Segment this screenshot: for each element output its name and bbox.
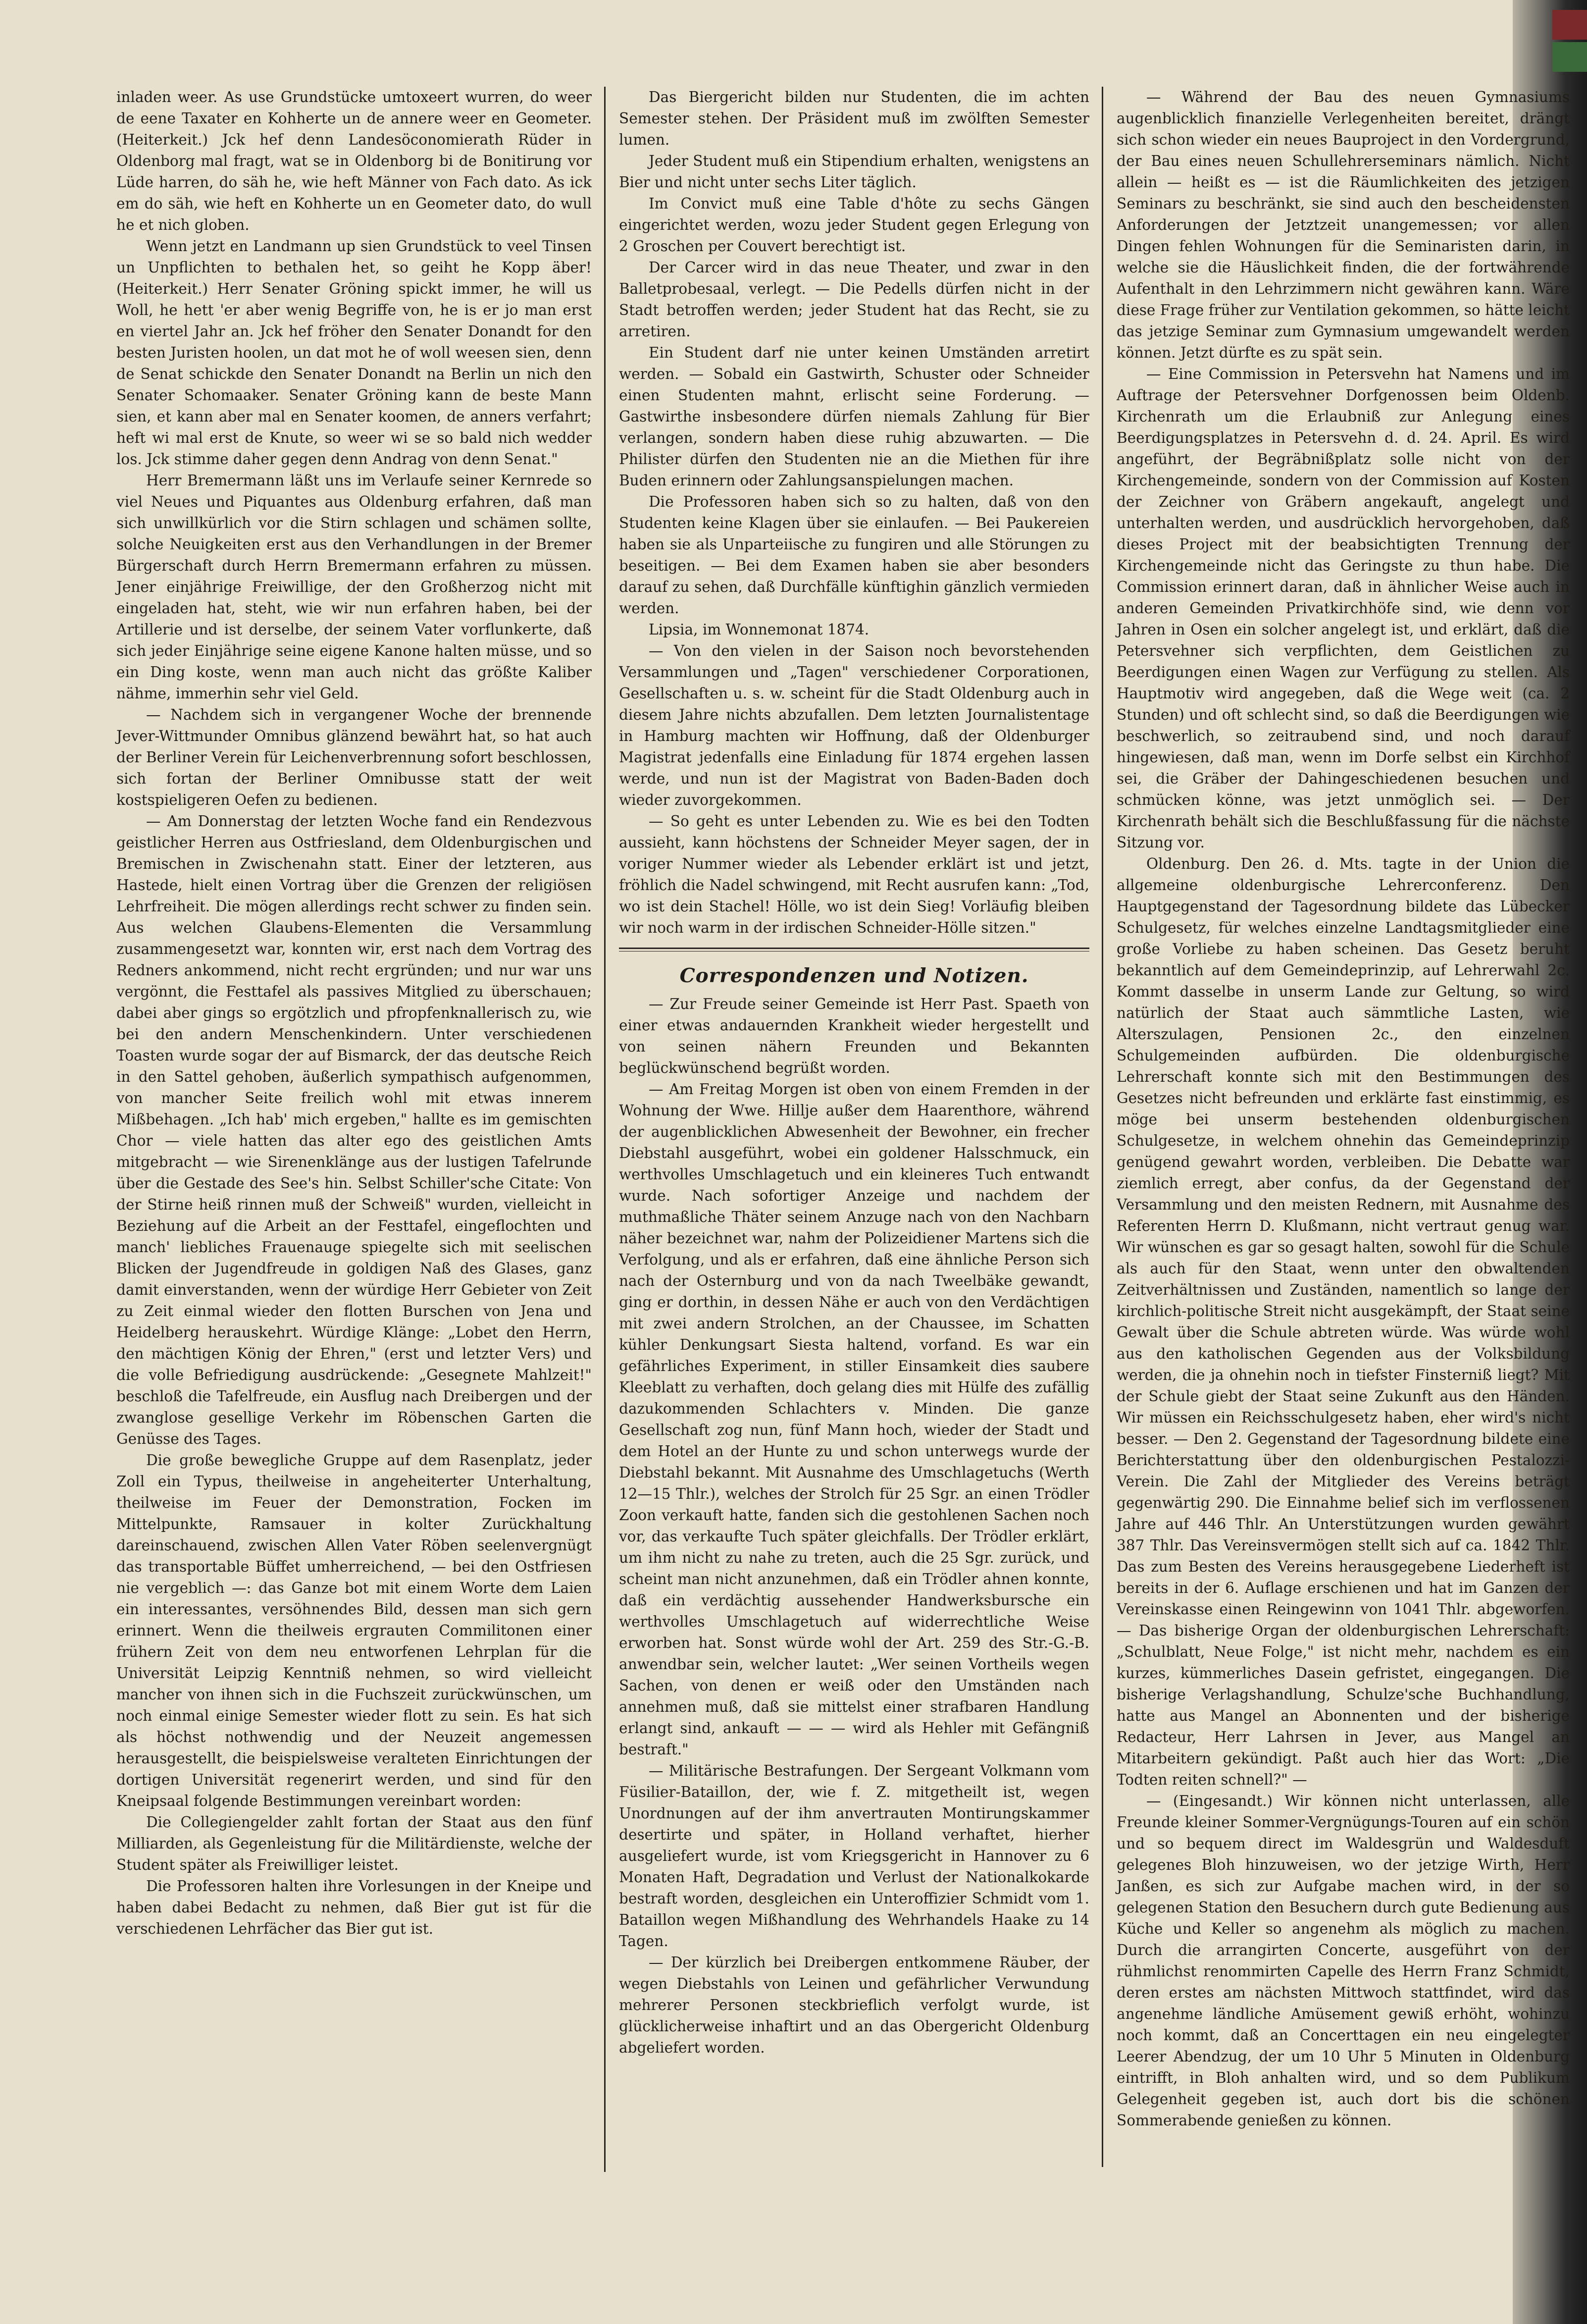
paragraph: — Eine Commission in Petersvehn hat Namens und im Auftrage der Petersvehner Dorfgenossen beim Oldenb. Kirchenrath um die Erlaubniß zur Anlegung eines Beerdigungsplatzes in Petersvehn d. d. 24. April. Es wird angeführt, der Begräbnißplatz solle nicht von der Kirchengemeinde, sondern von der Commission auf Kosten der Zeichner von Gräbern angekauft, angelegt und unterhalten werden, und ausdrücklich hervorgehoben, daß dieses Project mit der beabsichtigten Trennung der Kirchengemeinde nicht das Geringste zu thun habe. Die Commission erinnert daran, daß in ähnlicher Weise auch in anderen Gemeinden Privatkirchhöfe sind, wie denn vor Jahren in Osen ein solcher angelegt ist, und erklärt, daß die Petersvehner sich verpflichten, dem Geistlichen zu Beerdigungen einen Wagen zur Verfügung zu stellen. Als Hauptmotiv wird angegeben, daß die Wege weit (ca. 2 Stunden) und oft schlecht sind, so daß die Beerdigungen wie beschwerlich, so zeitraubend sind, und noch darauf hingewiesen, daß man, wenn im Dorfe selbst ein Kirchhof sei, die Gräber der Dahingeschiedenen besuchen und schmücken könne, was jetzt unmöglich sei. — Der Kirchenrath behält sich die Beschlußfassung für die nächste Sitzung vor. bbox=[1117, 366, 1570, 851]
paragraph: Wenn jetzt en Landmann up sien Grundstück to veel Tinsen un Unpflichten to bethalen het, so geiht he Kopp äber! (Heiterkeit.) Herr Senater Gröning spickt immer, he will us Woll, he hett 'er aber wenig Begriffe von, he is er jo man erst en viertel Jahr an. Jck hef fröher den Senater Donandt for den besten Juristen hoolen, un dat mot he of woll weesen sien, denn de Senat schickde den Senater Donandt na Berlin un nich den Senater Schomaaker. Senater Gröning kann de beste Mann sien, et kann aber mal en Senater koomen, de anners verfahrt; heft wi mal erst de Knute, so weer wi se so bald nich wedder los. Jck stimme daher gegen denn Andrag von denn Senat." bbox=[116, 238, 592, 468]
paragraph: Ein Student darf nie unter keinen Umständen arretirt werden. — Sobald ein Gastwirth, Schuster oder Schneider einen Studenten mahnt, erlischt seine Forderung. — Gastwirthe insbesondere dürfen niemals Zahlung für Bier verlangen, sondern haben diese ruhig abzuwarten. — Die Philister dürfen den Studenten nie an die Miethen für ihre Buden erinnern oder Zahlungsanspielungen machen. bbox=[619, 344, 1089, 489]
paragraph: Herr Bremermann läßt uns im Verlaufe seiner Kernrede so viel Neues und Piquantes aus Oldenburg erfahren, daß man sich unwillkürlich vor die Stirn schlagen und schämen sollte, solche Neuigkeiten erst aus den Verhandlungen in der Bremer Bürgerschaft durch Herrn Bremermann erfahren zu müssen. Jener einjährige Freiwillige, der den Großherzog nicht mit eingeladen hat, steht, wie wir nun erfahren haben, bei der Artillerie und ist derselbe, der seinem Vater vorflunkerte, daß sich jeder Einjährige seine eigene Kanone halten müsse, und so ein Ding koste, wenn man auch nicht das größte Kaliber nähme, immerhin sehr viel Geld. bbox=[116, 472, 592, 702]
paragraph: — Von den vielen in der Saison noch bevorstehenden Versammlungen und „Tagen" verschiedener Corporationen, Gesellschaften u. s. w. scheint für die Stadt Oldenburg auch in diesem Jahre nichts abzufallen. Dem letzten Journalistentage in Hamburg machten wir Hoffnung, daß der Oldenburger Magistrat jedenfalls eine Einladung für 1874 ergehen lassen werde, und nun ist der Magistrat von Baden-Baden doch wieder zuvorgekommen. bbox=[619, 642, 1089, 808]
color-calibration-red bbox=[1552, 10, 1587, 40]
dateline: Lipsia, im Wonnemonat 1874. bbox=[649, 621, 870, 638]
paragraph: Im Convict muß eine Table d'hôte zu sechs Gängen eingerichtet werden, wozu jeder Student gegen Erlegung von 2 Groschen per Couvert berechtigt ist. bbox=[619, 195, 1089, 255]
paragraph: Jeder Student muß ein Stipendium erhalten, wenigstens an Bier und nicht unter sechs Liter täglich. bbox=[619, 153, 1089, 191]
paragraph: Das Biergericht bilden nur Studenten, die im achten Semester stehen. Der Präsident muß im zwölften Semester lumen. bbox=[619, 89, 1089, 148]
notice: — Der kürzlich bei Dreibergen entkommene Räuber, der wegen Diebstahls von Leinen und gefährlicher Verwundung mehrerer Personen steckbrieflich verfolgt wurde, ist glücklicherweise inhaftirt und an das Obergericht Oldenburg abgeliefert worden. bbox=[619, 1954, 1089, 2056]
paragraph: — So geht es unter Lebenden zu. Wie es bei den Todten aussieht, kann höchstens der Schneider Meyer sagen, der in voriger Nummer wieder als Lebender erklärt ist und jetzt, fröhlich die Nadel schwingend, mit Recht ausrufen kann: „Tod, wo ist dein Stachel! Hölle, wo ist dein Sieg! Vorläufig bleiben wir noch warm in der irdischen Schneider-Hölle sitzen." bbox=[619, 813, 1089, 936]
paragraph: — Am Donnerstag der letzten Woche fand ein Rendezvous geistlicher Herren aus Ostfriesland, dem Oldenburgischen und Bremischen in Zwischenahn statt. Einer der letzteren, aus Hastede, hielt einen Vortrag über die Grenzen der religiösen Lehrfreiheit. Die mögen allerdings recht schwer zu finden sein. Aus welchen Glaubens-Elementen die Versammlung zusammengesetzt war, konnten wir, erst nach dem Vortrag des Redners ankommend, nicht recht ergründen; und nur war uns vergönnt, die Festtafel als passives Mitglied zu überschauen; dabei aber gings so ergötzlich und pfropfenknallerisch zu, wie bei den andern Menschenkindern. Unter verschiedenen Toasten wurde sogar der auf Bismarck, der das deutsche Reich in den Sattel gehoben, äußerlich sympathisch aufgenommen, von mancher Seite freilich wohl mit etwas innerem Mißbehagen. „Ich hab' mich ergeben," hallte es im gemischten Chor — viele hatten das alter ego des geistlichen Amts mitgebracht — wie Sirenenklänge aus der lustigen Tafelrunde über die Gestade des See's hin. Selbst Schiller'sche Citate: Von der Stirne heiß rinnen muß der Schweiß" wurden, vielleicht in Beziehung auf die Arbeit an der Festtafel, eingeflochten und manch' liebliches Frauenauge spiegelte sich mit seelischen Blicken der Jugendfreude in goldigen Naß des Glases, ganz damit einverstanden, wenn der würdige Herr Gebieter von Zeit zu Zeit einmal wieder den flotten Burschen von Jena und Heidelberg herauskehrt. Würdige Klänge: „Lobet den Herrn, den mächtigen König der Ehren," (erst und letzter Vers) und die volle Befriedigung ausdrückende: „Gesegnete Mahlzeit!" beschloß die Tafelfreude, ein Ausflug nach Dreibergen und der zwanglose gesellige Verkehr im Röbenschen Garten die Genüsse des Tages. bbox=[116, 813, 592, 1447]
paragraph: Oldenburg. Den 26. d. Mts. tagte in der Union die allgemeine oldenburgische Lehrerconferenz. Den Hauptgegenstand der Tagesordnung bildete das Lübecker Schulgesetz, für welches einzelne Landtagsmitglieder eine große Vorliebe zu haben scheinen. Das Gesetz beruht bekanntlich auf dem Gemeindeprinzip, auf Lehrerwahl 2c. Kommt dasselbe in unserm Lande zur Geltung, so wird natürlich der Staat auch sämmtliche Lasten, wie Alterszulagen, Pensionen 2c., den einzelnen Schulgemeinden aufbürden. Die oldenburgische Lehrerschaft konnte sich mit den Bestimmungen des Gesetzes nicht befreunden und erklärte fast einstimmig, es möge bei unserm bestehenden oldenburgischen Schulgesetze, in welchem ohnehin das Gemeindeprinzip genügend gewahrt worden, verbleiben. Die Debatte war ziemlich erregt, aber confus, da der Gegenstand der Versammlung und den meisten Rednern, mit Ausnahme des Referenten Herrn D. Klußmann, nicht vertraut genug war. Wir wünschen es gar so gesagt halten, sowohl für die Schule als auch für den Staat, wenn unter den obwaltenden Zeitverhältnissen und Zuständen, namentlich so lange der kirchlich-politische Streit nicht ausgekämpft, der Staat seine Gewalt über die Schule abtreten würde. Was würde wohl aus den katholischen Gegenden aus der Volksbildung werden, die ja ohnehin noch in tiefster Finsterniß liegt? Mit der Schule giebt der Staat seine Zukunft aus den Händen. Wir müssen ein Reichsschulgesetz haben, eher wird's nicht besser. — Den 2. Gegenstand der Tagesordnung bildete eine Berichterstattung über den oldenburgischen Pestalozzi-Verein. Die Zahl der Mitglieder des Vereins beträgt gegenwärtig 290. Die Einnahme belief sich im verflossenen Jahre auf 446 Thlr. An Unterstützungen wurden gewährt 387 Thlr. Das Vereinsvermögen stellt sich auf ca. 1842 Thlr. Das zum Besten des Vereins herausgegebene Liederheft ist bereits in der 6. Auflage erschienen und hat im Ganzen der Vereinskasse einen Reingewinn von 1041 Thlr. abgeworfen. — Das bisherige Organ der oldenburgischen Lehrerschaft: „Schulblatt, Neue Folge," ist nicht mehr, nachdem es ein kurzes, kümmerliches Dasein gefristet, eingegangen. Die bisherige Verlagshandlung, Schulze'sche Buchhandlung, hatte aus Mangel an Abonnenten und der bisherige Redacteur, Herr Lahrsen in Jever, aus Mangel an Mitarbeitern gekündigt. Paßt auch hier das Wort: „Die Todten reiten schnell?" — bbox=[1117, 855, 1570, 1788]
paragraph: Die Collegiengelder zahlt fortan der Staat aus den fünf Milliarden, als Gegenleistung für die Militärdienste, welche der Student später als Freiwilliger leistet. bbox=[116, 1814, 592, 1873]
paragraph: Der Carcer wird in das neue Theater, und zwar in den Balletprobesaal, verlegt. — Die Pedells dürfen nicht in der Stadt betroffen werden; jeder Student hat das Recht, sie zu arretiren. bbox=[619, 259, 1089, 340]
notice: — Militärische Bestrafungen. Der Sergeant Volkmann vom Füsilier-Bataillon, der, wie f. Z. mitgetheilt ist, wegen Unordnungen auf der ihm anvertrauten Montirungskammer desertirte und später, in Holland verhaftet, hierher ausgeliefert wurde, ist vom Kriegsgericht in Hannover zu 6 Monaten Haft, Degradation und Verlust der Nationalkokarde bestraft worden, desgleichen ein Unteroffizier Schmidt vom 1. Bataillon wegen Mißhandlung des Wehrhandels Haake zu 14 Tagen. bbox=[619, 1762, 1089, 1950]
paragraph: — (Eingesandt.) Wir können nicht unterlassen, alle Freunde kleiner Sommer-Vergnügungs-Touren auf ein schön und so bequem direct im Waldesgrün und Waldesduft gelegenes Bloh hinzuweisen, wo der jetzige Wirth, Herr Janßen, es sich zur Aufgabe machen wird, in der so gelegenen Station den Besuchern durch gute Bedienung aus Küche und Keller so angenehm als möglich zu machen. Durch die arrangirten Concerte, ausgeführt von der rühmlichst renommirten Capelle des Herrn Franz Schmidt, deren erstes am nächsten Mittwoch stattfindet, wird das angenehme ländliche Amüsement gewiß erhöht, wohinzu noch kommt, daß an Concerttagen ein neu eingelegter Leerer Abendzug, der um 10 Uhr 5 Minuten in Oldenburg eintrifft, in Bloh anhalten wird, und so dem Publikum Gelegenheit gegeben ist, auch dort bis die schönen Sommerabende genießen zu können. bbox=[1117, 1793, 1570, 2129]
paragraph: Die große bewegliche Gruppe auf dem Rasenplatz, jeder Zoll ein Typus, theilweise in angeheiterter Unterhaltung, theilweise im Feuer der Demonstration, Focken im Mittelpunkte, Ramsauer in kolter Zurückhaltung dareinschauend, zwischen Allen Vater Röben seelenvergnügt das transportable Büffet umherreichend, — bei den Ostfriesen nie vergeblich —: das Ganze bot mit einem Worte dem Laien ein interessantes, versöhnendes Bild, dessen man sich gern erinnert. Wenn die theilweis ergrauten Commilitonen einer frühern Zeit von dem neu entworfenen Lehrplan für die Universität Leipzig Kenntniß nehmen, so wird vielleicht mancher von ihnen sich in die Fuchszeit zurückwünschen, um noch einmal einige Semester wieder flott zu sein. Es hat sich als höchst nothwendig und der Neuzeit angemessen herausgestellt, die beispielsweise veralteten Einrichtungen der dortigen Universität regenerirt werden, und sind für den Kneipsaal folgende Bestimmungen vereinbart worden: bbox=[116, 1452, 592, 1809]
paragraph: Die Professoren haben sich so zu halten, daß von den Studenten keine Klagen über sie einlaufen. — Bei Paukereien haben sie als Unparteiische zu fungiren und alle Störungen zu beseitigen. — Bei dem Examen haben sie aber besonders darauf zu sehen, daß Durchfälle künftighin gänzlich vermieden werden. bbox=[619, 493, 1089, 617]
color-calibration-green bbox=[1552, 42, 1587, 72]
section-divider bbox=[619, 948, 1089, 951]
paragraph: Die Professoren halten ihre Vorlesungen in der Kneipe und haben dabei Bedacht zu nehmen, daß Bier gut ist für die verschiedenen Lehrfächer das Bier gut ist. bbox=[116, 1878, 592, 1937]
column-1 bbox=[116, 87, 592, 1940]
column-divider-1 bbox=[604, 87, 606, 2172]
notice: — Zur Freude seiner Gemeinde ist Herr Past. Spaeth von einer etwas andauernden Krankheit wieder hergestellt und von seinen nähern Freunden und Bekannten beglückwünschend begrüßt worden. bbox=[619, 996, 1089, 1076]
column-2 bbox=[619, 87, 1089, 2059]
paragraph: inladen weer. As use Grundstücke umtoxeert wurren, do weer de eene Taxater en Kohherte un de annere weer en Geometer. (Heiterkeit.) Jck hef denn Landesöconomierath Rüder in Oldenborg mal fragt, wat se in Oldenborg bi de Bonitirung vor Lüde harren, do säh he, wie heft Männer von Fach dato. As ick em do säh, wie heft en Kohherte un en Geometer dato, do wull he et nich globen. bbox=[116, 89, 592, 233]
section-heading: Correspondenzen und Notizen. bbox=[679, 964, 1029, 987]
paragraph: — Während der Bau des neuen Gymnasiums augenblicklich finanzielle Verlegenheiten bereitet, drängt sich schon wieder ein neues Bauproject in den Vordergrund, der Bau eines neuen Schullehrerseminars nämlich. Nicht allein — heißt es — ist die Räumlichkeiten des jetzigen Seminars zu beschränkt, sie sind auch den bescheidensten Anforderungen der Jetztzeit unangemessen; vor allen Dingen fehlen Wohnungen für die Seminaristen darin, in welche sie die Häuslichkeit finden, die der fortwährende Aufenthalt in den Lehrzimmern nicht gewähren kann. Wäre diese Frage früher zur Ventilation gekommen, so hätte leicht das jetzige Seminar zum Gymnasium umgewandelt werden können. Jetzt dürfte es zu spät sein. bbox=[1117, 89, 1570, 361]
column-divider-2 bbox=[1102, 87, 1103, 2167]
column-3 bbox=[1117, 87, 1570, 2131]
notice: — Am Freitag Morgen ist oben von einem Fremden in der Wohnung der Wwe. Hillje außer dem Haarenthore, während der augenblicklichen Abwesenheit der Bewohner, ein frecher Diebstahl ausgeführt, wobei ein goldener Halsschmuck, ein werthvolles Umschlagetuch und ein kleineres Tuch entwandt wurde. Nach sofortiger Anzeige und nachdem der muthmaßliche Thäter seinem Anzuge nach von den Nachbarn näher bezeichnet war, nahm der Polizeidiener Martens sich die Verfolgung, und als er erfahren, daß eine ähnliche Person sich nach der Osternburg und von da nach Tweelbäke gewandt, ging er dorthin, in dessen Nähe er auch von den Verdächtigen mit zwei andern Strolchen, an der Chaussee, im Schatten kühler Denkungsart Siesta haltend, vorfand. Es war ein gefährliches Experiment, in stiller Einsamkeit dies saubere Kleeblatt zu verhaften, doch gelang dies mit Hülfe des zufällig dazukommenden Schlachters v. Minden. Die ganze Gesellschaft zog nun, fünf Mann hoch, wieder der Stadt und dem Hotel an der Hunte zu und schon unterwegs wurde der Diebstahl bekannt. Mit Ausnahme des Umschlagetuchs (Werth 12—15 Thlr.), welches der Strolch für 25 Sgr. an einen Trödler Zoon verkauft hatte, fanden sich die gestohlenen Sachen noch vor, das verkaufte Tuch später gleichfalls. Der Trödler erklärt, um ihm nicht zu nahe zu treten, auch die 25 Sgr. zurück, und scheint man nicht anzunehmen, daß ein Trödler ahnen konnte, daß ein verdächtig aussehender Handwerksbursche ein werthvolles Umschlagetuch auf widerrechtliche Weise erworben hat. Sonst würde wohl der Art. 259 des Str.-G.-B. anwendbar sein, welcher lautet: „Wer seinen Vortheils wegen Sachen, von denen er weiß oder den Umständen nach annehmen muß, daß sie mittelst einer strafbaren Handlung erlangt sind, ankauft — — — wird als Hehler mit Gefängniß bestraft." bbox=[619, 1081, 1089, 1758]
paragraph: — Nachdem sich in vergangener Woche der brennende Jever-Wittmunder Omnibus glänzend bewährt hat, so hat auch der Berliner Verein für Leichenverbrennung sofort beschlossen, sich fortan der Berliner Omnibusse statt der weit kostspieligeren Oefen zu bedienen. bbox=[116, 706, 592, 808]
